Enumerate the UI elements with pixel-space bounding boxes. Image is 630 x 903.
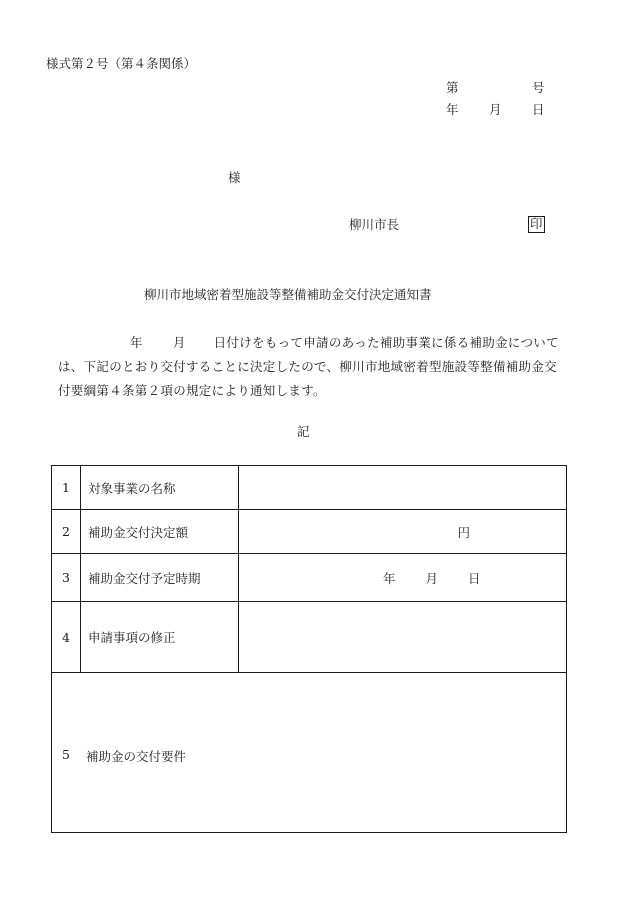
row-number: 3 bbox=[52, 554, 81, 602]
table-row bbox=[52, 510, 567, 554]
items-table bbox=[51, 465, 567, 833]
project-name-field[interactable] bbox=[239, 466, 567, 510]
row-number: 4 bbox=[52, 602, 81, 673]
schedule-date-field[interactable] bbox=[239, 554, 567, 602]
yen-unit: 円 bbox=[457, 524, 470, 540]
doc-date-day: 日 bbox=[532, 102, 545, 117]
schedule-day: 日 bbox=[468, 570, 481, 586]
row-label: 申請事項の修正 bbox=[81, 602, 239, 673]
addressee-suffix: 様 bbox=[228, 170, 241, 185]
seal-mark: 印 bbox=[530, 216, 543, 231]
issuer-name: 柳川市長 bbox=[349, 217, 400, 232]
table-row bbox=[52, 466, 567, 510]
table-row bbox=[52, 554, 567, 602]
row-label: 補助金の交付要件 bbox=[85, 748, 186, 764]
row-number: 2 bbox=[52, 510, 81, 554]
schedule-year: 年 bbox=[383, 570, 396, 586]
row-label: 補助金交付予定時期 bbox=[81, 554, 239, 602]
row-label: 対象事業の名称 bbox=[81, 466, 239, 510]
schedule-month: 月 bbox=[425, 570, 439, 586]
body-date-year: 年 bbox=[130, 335, 143, 350]
body-text: 日付けをもって申請のあった補助事業に係る補助金については、下記のとおり交付することに決定したので、柳川市地域密着型施設等整備補助金交付要綱第４条第２項の規定により通知します。 bbox=[58, 335, 559, 398]
table-row bbox=[52, 673, 567, 833]
requirements-field[interactable] bbox=[52, 673, 567, 833]
row-number: 5 bbox=[62, 746, 70, 762]
doc-number-prefix: 第 bbox=[446, 80, 459, 95]
doc-number-suffix: 号 bbox=[532, 80, 545, 95]
body-date-month: 月 bbox=[172, 335, 186, 350]
table-row bbox=[52, 602, 567, 673]
amount-field[interactable] bbox=[239, 510, 567, 554]
body-paragraph bbox=[58, 331, 563, 403]
form-id: 様式第２号（第４条関係） bbox=[46, 56, 197, 71]
doc-date-month: 月 bbox=[489, 102, 502, 117]
row-number: 1 bbox=[52, 466, 81, 510]
document-title: 柳川市地域密着型施設等整備補助金交付決定通知書 bbox=[144, 287, 432, 302]
doc-date-year: 年 bbox=[446, 102, 459, 117]
row-label: 補助金交付決定額 bbox=[81, 510, 239, 554]
ki-label: 記 bbox=[297, 424, 310, 439]
amendment-field[interactable] bbox=[239, 602, 567, 673]
